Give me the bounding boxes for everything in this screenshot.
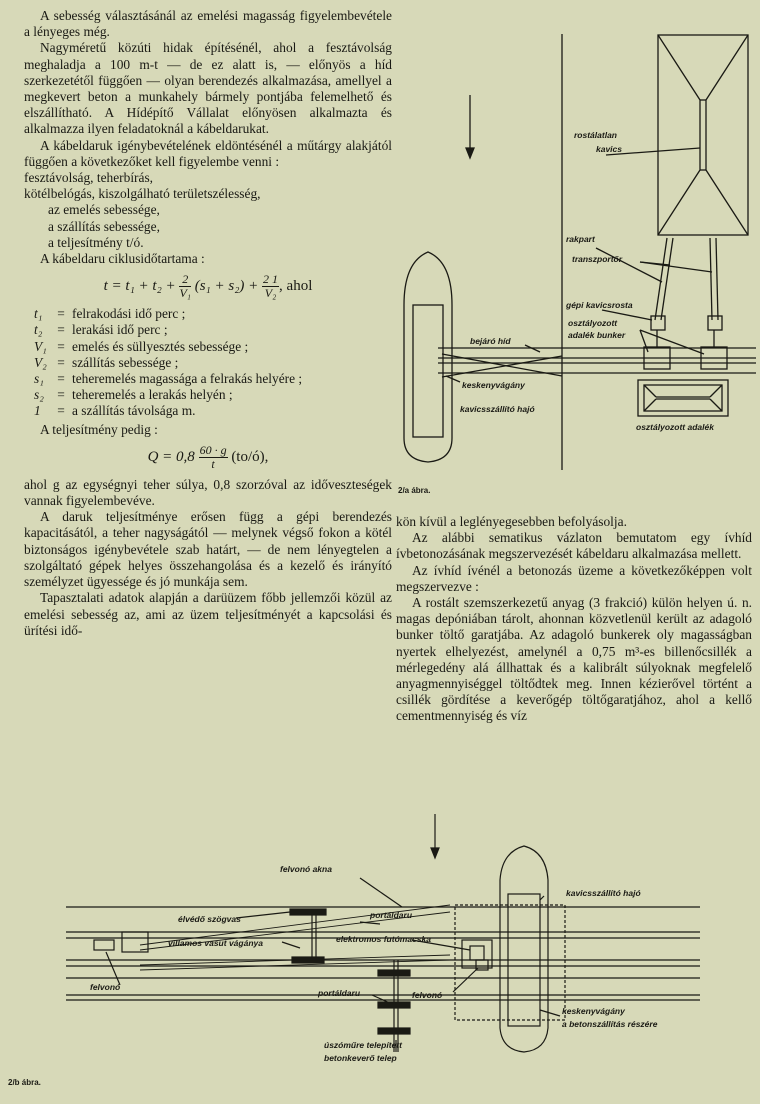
label-kavicsszallito-hajo: kavicsszállító hajó <box>566 888 641 898</box>
cycle-time-formula: t = t₁ + t₂ + $\frac{2}{\text{V₁}}$ (s₁ + s₂) + $\frac{2 1}{\text{V₂}}$ , ahol <box>103 272 313 301</box>
paragraph: A teljesítmény pedig : <box>40 421 158 437</box>
label-portaldaru-top: portáldaru <box>370 910 413 920</box>
label-portaldaru-bottom: portáldaru <box>318 988 361 998</box>
definition-row: V₁ = emelés és süllyesztés sebessége ; <box>34 338 249 354</box>
symbol-definitions <box>24 306 392 419</box>
label-bejaro-hid: bejáró híd <box>470 336 511 346</box>
label-keskenyvagany: keskenyvágány <box>562 1006 625 1016</box>
factor-list <box>24 170 392 251</box>
left-column <box>24 8 392 639</box>
label-rostalatlan: rostálatlan <box>574 130 617 140</box>
label-villamos-vasut: villamos vasut vágánya <box>168 938 263 948</box>
label-osztalyozott: osztályozott <box>568 318 618 328</box>
label-uszomure: úszóműre telepített <box>324 1040 402 1050</box>
paragraph: A sebesség választásánál az emelési magasság figyelembevétele a lényeges még. <box>24 8 392 40</box>
performance-formula: Q = 0,8 $\frac{60 \cdot g}{t}$ (to/ó), <box>147 442 269 471</box>
label-keskenyvagany: keskenyvágány <box>462 380 525 390</box>
label-transzportor: transzportőr <box>572 254 623 264</box>
definition-row: V₂ = szállítás sebessége ; <box>34 354 179 370</box>
label-kavicsszallito-hajo: kavicsszállító hajó <box>460 404 535 414</box>
label-adalek-bunker: adalék bunker <box>568 330 626 340</box>
figure-2a-caption: 2/a ábra. <box>398 486 431 495</box>
label-osztalyozott-adalek: osztályozott adalék <box>636 422 714 432</box>
paragraph: Tapasztalati adatok alapján a darüüzem főbb jellemzői közül az emelési sebesség az, ami az üzem teljesítményét a kapcsolási és ürítési idő- <box>24 590 392 638</box>
list-item: fesztávolság, teherbírás, <box>24 170 154 186</box>
paragraph: Az alábbi sematikus vázlaton bemutatom egy ívhíd ívbetonozásának megszervezését kábeldaru alkalmazása mellett. <box>396 530 752 562</box>
paragraph: Nagyméretű közúti hidak építésénél, ahol a fesztávolság meghaladja a 100 m-t — de ez alatt is, — előnyös a híd szerkezetétől függően — olyan berendezés alkalmazása, amellyel a megkevert beton a munkahely bármely pontjába felemelhető és elszállítható. A Hídépítő Vállalat előnyösen alkalmazta és alkalmazza ilyen feladatoknál a kábeldarukat. <box>24 40 392 137</box>
label-felvono-akna: felvonó akna <box>280 864 332 874</box>
definition-row: 1 = a szállítás távolsága m. <box>34 403 196 419</box>
label-gepi-kavicsrosta: gépi kavicsrosta <box>566 300 633 310</box>
label-betonkevero-telep: betonkeverő telep <box>324 1053 397 1063</box>
paragraph: A daruk teljesítménye erősen függ a gépi berendezés kapacitásától, a teher nagyságától — melynek végső fokon a kötél biztonságos igénybevétele szab határt, — de nem lényegtelen a szolgáltató gépek helyes összehangolása és a kezelő és irányító személyzet ügyessége és jó munkája sem. <box>24 509 392 590</box>
figure-2b-caption: 2/b ábra. <box>8 1078 41 1087</box>
label-felvono-left: felvonó <box>90 982 121 992</box>
paragraph: kön kívül a leglényegesebben befolyásolja. <box>396 514 627 529</box>
definition-row: t₂ = lerakási idő perc ; <box>34 322 168 338</box>
definition-row: s₂ = teheremelés a lerakás helyén ; <box>34 387 233 403</box>
list-item: a szállítás sebessége, <box>48 218 160 234</box>
paragraph: A rostált szemszerkezetű anyag (3 frakció) külön helyen ú. n. magas depóniában tárolt, ahonnan közvetlenül került az adagoló bunker töltő garatjába. Az adagoló bunkerek oly magasságban nyertek elhelyezést, amelynél a 0,75 m³-es billenőcsillék a mérlegedény alá állhattak és a kalibrált súlyoknak megfelelő anyagmennyiséggel töltődtek meg. Innen kézierővel történt a csillék gördítése a keverőgép töltőgaratjához, ahol a kellő cementmennyiség és víz <box>396 595 752 724</box>
list-item: kötélbelógás, kiszolgálható területszélesség, <box>24 186 261 202</box>
label-kavics: kavics <box>596 144 622 154</box>
label-rakpart: rakpart <box>566 234 595 244</box>
figure-2b <box>0 806 760 1096</box>
list-item: a teljesítmény t/ó. <box>48 234 144 250</box>
label-elektromos-futomacska: elektromos futómacska <box>336 934 431 944</box>
definition-row: s₁ = teheremelés magassága a felrakás helyére ; <box>34 371 303 387</box>
label-elvedo-szogvas: élvédő szögvas <box>178 914 241 924</box>
right-column <box>396 514 752 725</box>
figure-2a <box>394 24 756 486</box>
paragraph: A kábeldaruk igénybevételének eldöntésénél a műtárgy alakjától függően a következőket kell figyelembe venni : <box>24 137 392 169</box>
paragraph: Az ívhíd ívénél a betonozás üzeme a következőképpen volt megszervezve : <box>396 562 752 594</box>
list-item: az emelés sebessége, <box>48 202 160 218</box>
paragraph: ahol g az egységnyi teher súlya, 0,8 szorzóval az időveszteségek vannak figyelembevéve. <box>24 476 392 509</box>
label-betonszallitas: a betonszállítás részére <box>562 1019 658 1029</box>
definition-row: t₁ = felrakodási idő perc ; <box>34 306 186 322</box>
label-felvono-mid: felvonó <box>412 990 443 1000</box>
paragraph: A kábeldaru ciklusidőtartama : <box>40 251 205 267</box>
